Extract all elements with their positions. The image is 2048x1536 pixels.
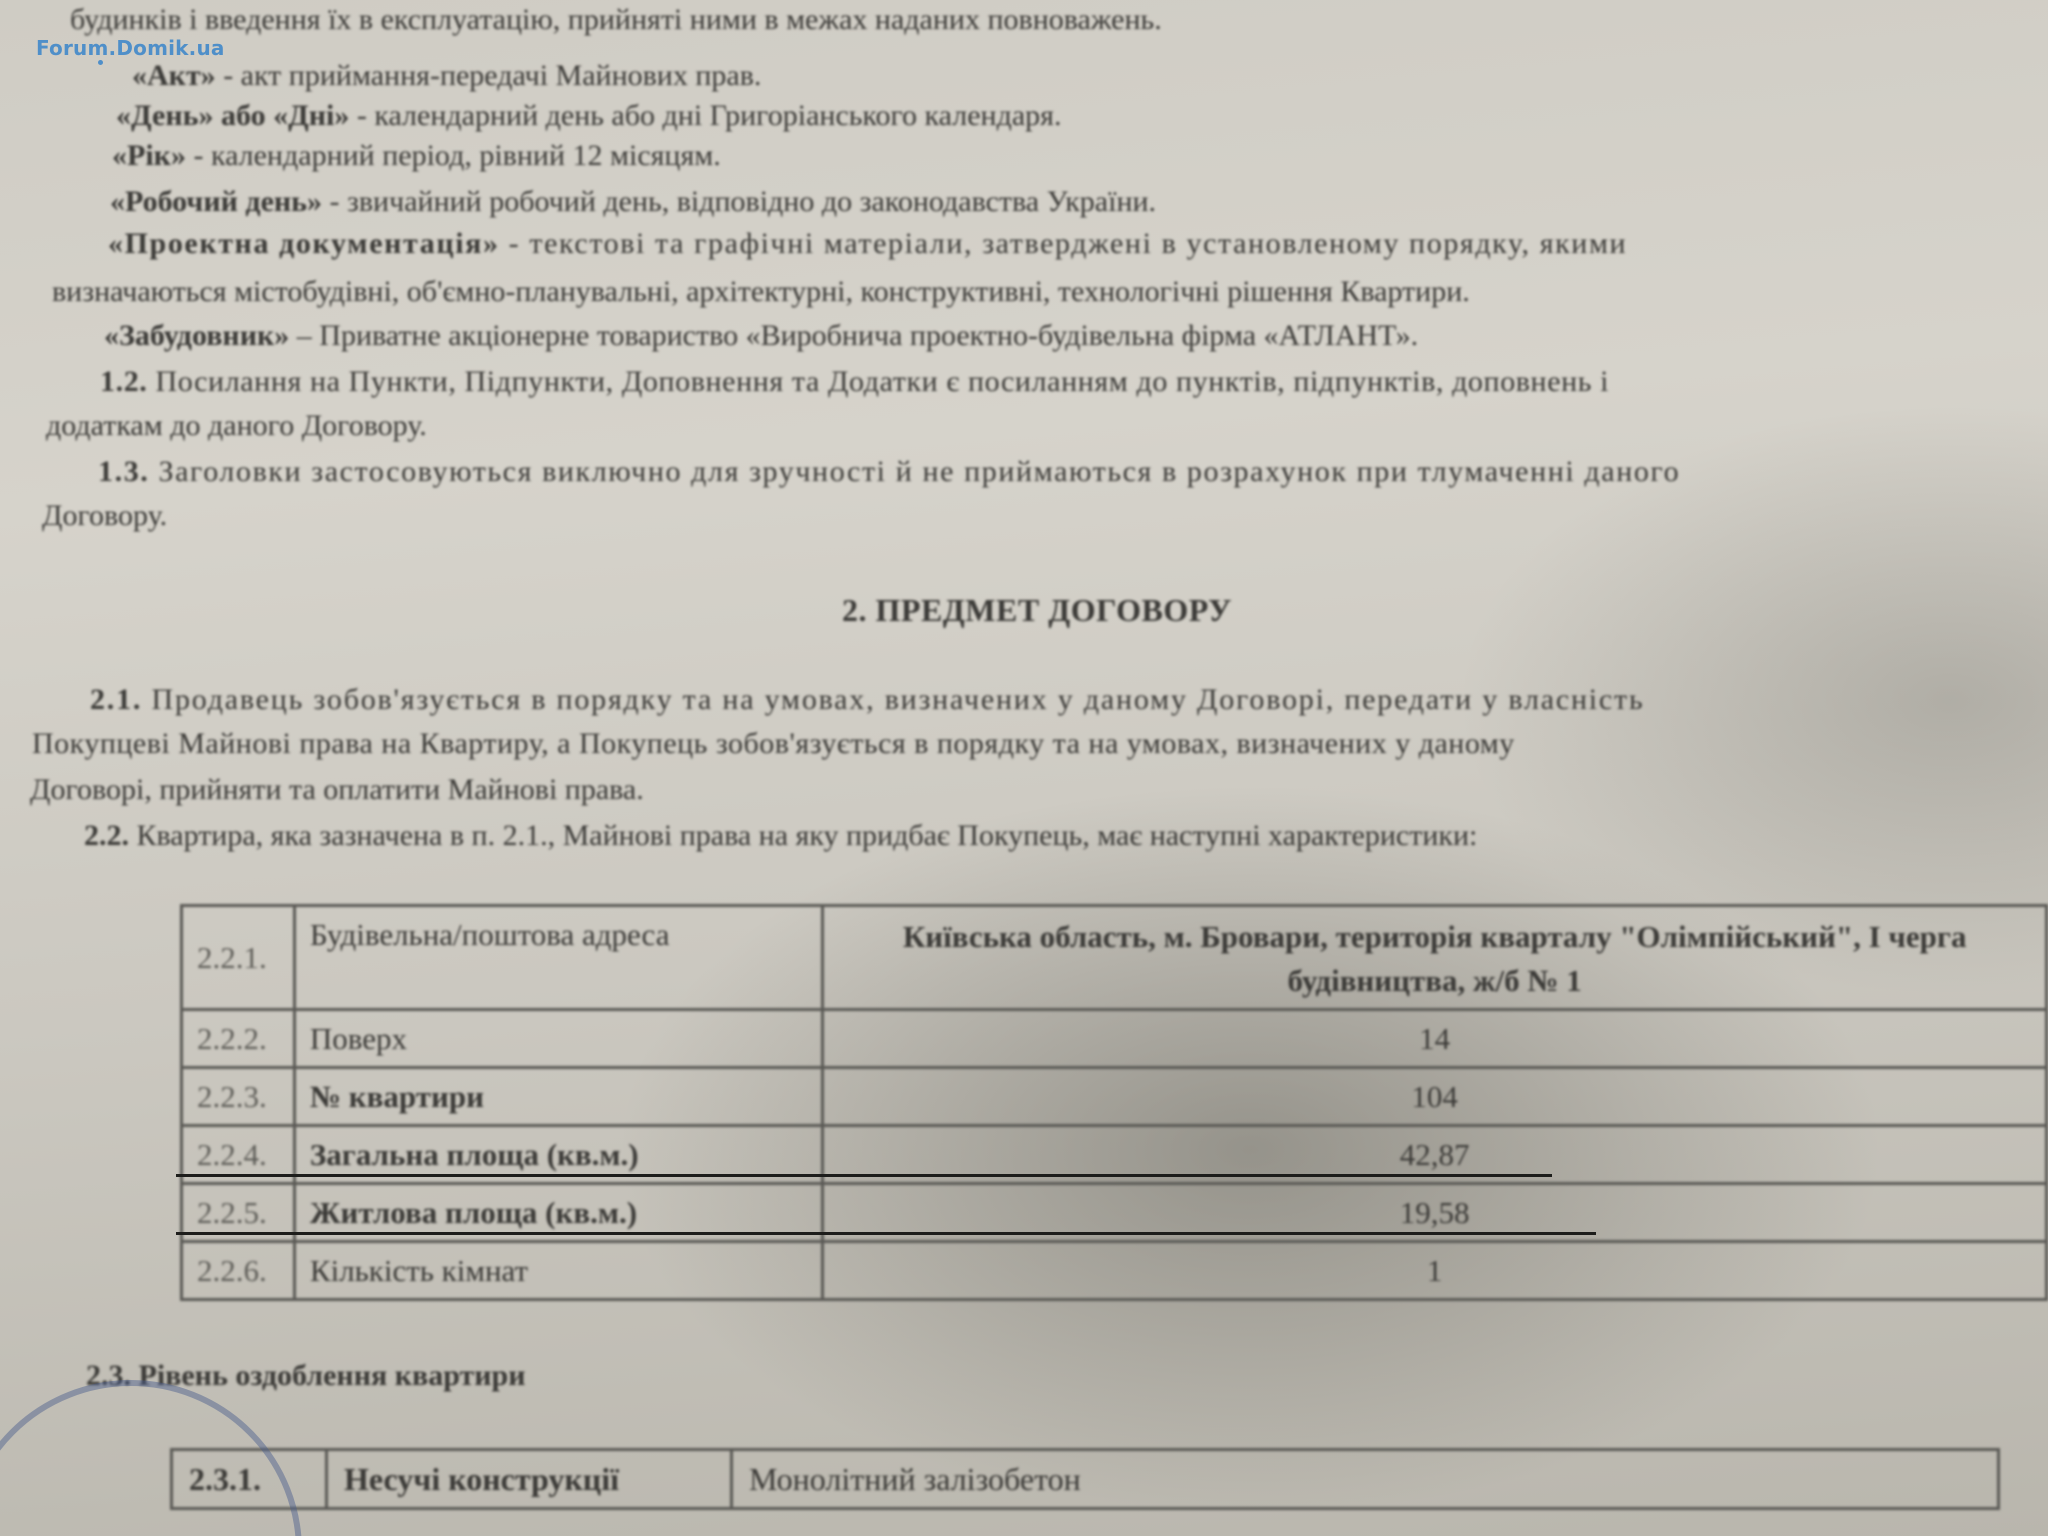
- definition-text: – Приватне акціонерне товариство «Виробнича проектно-будівельна фірма «АТЛАНТ».: [289, 319, 1419, 352]
- paragraph-text: Заголовки застосовуються виключно для зручності й не приймаються в розрахунок при тлумаченні даного: [149, 455, 1681, 488]
- definition-text: - текстові та графічні матеріали, затверджені в установленому порядку, якими: [499, 227, 1628, 260]
- definition-robochyi-den: [110, 184, 1156, 220]
- paragraph-1-3-continued: Договору.: [42, 499, 168, 532]
- paragraph-text: Квартира, яка зазначена в п. 2.1., Майнові права на яку придбає Покупець, має наступні характеристики:: [129, 819, 1478, 852]
- row-value: 42,87: [823, 1126, 2047, 1184]
- paragraph-number: 1.2.: [100, 365, 148, 398]
- definition-term: «Забудовник»: [104, 319, 290, 352]
- row-value: 1: [823, 1242, 2047, 1300]
- definition-zabudovnyk: [104, 318, 1418, 354]
- definition-term: «Акт»: [132, 59, 216, 92]
- row-value: Київська область, м. Бровари, територія кварталу "Олімпійський", І черга будівництва, ж/б № 1: [823, 906, 2047, 1010]
- row-value: 19,58: [823, 1184, 2047, 1242]
- row-number: 2.3.1.: [172, 1450, 327, 1509]
- apartment-properties-table: [180, 904, 2048, 1301]
- row-number: 2.2.3.: [182, 1068, 295, 1126]
- definition-text: - акт приймання-передачі Майнових прав.: [215, 59, 762, 92]
- definition-text: - календарний день або дні Григоріанського календаря.: [349, 99, 1062, 132]
- table-row: [182, 906, 2047, 1010]
- definition-line-continued: будинків і введення їх в експлуатацію, прийняті ними в межах наданих повноважень.: [70, 3, 1162, 36]
- row-label: Загальна площа (кв.м.): [294, 1126, 822, 1184]
- definition-term: «День» або «Дні»: [116, 99, 350, 132]
- finish-level-table: [170, 1448, 2000, 1510]
- paragraph-2-2: [84, 818, 1477, 854]
- row-number: 2.2.2.: [182, 1010, 295, 1068]
- row-label: Несучі конструкції: [327, 1450, 732, 1509]
- paragraph-text: Продавець зобов'язується в порядку та на умовах, визначених у даному Договорі, передати у власність: [142, 683, 1645, 716]
- paragraph-2-1: [90, 682, 1644, 718]
- definition-proektna-continued: визначаються містобудівні, об'ємно-планувальні, архітектурні, конструктивні, технологічні рішення Квартири.: [52, 275, 1470, 308]
- paragraph-number: 2.2.: [84, 819, 129, 852]
- paragraph-1-3: [98, 454, 1680, 490]
- row-value: 104: [823, 1068, 2047, 1126]
- definition-rik: [112, 138, 721, 174]
- table-row: [182, 1010, 2047, 1068]
- section-2-heading: 2. ПРЕДМЕТ ДОГОВОРУ: [842, 592, 1233, 628]
- row-value: Монолітний залізобетон: [732, 1450, 1999, 1509]
- section-2-3-heading: 2.3. Рівень оздоблення квартири: [86, 1359, 526, 1392]
- table-row: [172, 1450, 1999, 1509]
- highlight-underline-total-area: [176, 1174, 1552, 1177]
- table-row: [182, 1068, 2047, 1126]
- watermark-text: Forum.Domik.ua: [36, 36, 225, 60]
- table-row: [182, 1242, 2047, 1300]
- definition-term: «Проектна документація»: [108, 227, 500, 260]
- row-label: Житлова площа (кв.м.): [294, 1184, 822, 1242]
- definition-term: «Робочий день»: [110, 185, 323, 218]
- definition-akt: [132, 58, 761, 94]
- paragraph-number: 1.3.: [98, 455, 150, 488]
- paragraph-text: Посилання на Пункти, Підпункти, Доповнення та Додатки є посиланням до пунктів, підпунктів, доповнень і: [147, 365, 1610, 398]
- row-number: 2.2.5.: [182, 1184, 295, 1242]
- row-label: № квартири: [294, 1068, 822, 1126]
- paragraph-1-2: [100, 364, 1609, 400]
- highlight-underline-living-area: [176, 1232, 1596, 1235]
- definition-term: «Рік»: [112, 139, 186, 172]
- row-label: Кількість кімнат: [294, 1242, 822, 1300]
- row-label: Поверх: [294, 1010, 822, 1068]
- definition-proektna: [108, 226, 1627, 262]
- paragraph-1-2-continued: додаткам до даного Договору.: [46, 409, 427, 442]
- paragraph-number: 2.1.: [90, 683, 143, 716]
- row-number: 2.2.4.: [182, 1126, 295, 1184]
- row-number: 2.2.1.: [182, 906, 295, 1010]
- paragraph-2-1-continued: Покупцеві Майнові права на Квартиру, а Покупець зобов'язується в порядку та на умовах, визначених у даному: [32, 727, 1515, 760]
- row-number: 2.2.6.: [182, 1242, 295, 1300]
- row-label: Будівельна/поштова адреса: [294, 906, 822, 1010]
- definition-text: - календарний період, рівний 12 місяцям.: [185, 139, 721, 172]
- row-value: 14: [823, 1010, 2047, 1068]
- definition-text: - звичайний робочий день, відповідно до законодавства України.: [322, 185, 1157, 218]
- definition-den: [116, 98, 1061, 134]
- paragraph-2-1-continued-2: Договорі, прийняти та оплатити Майнові права.: [30, 773, 644, 806]
